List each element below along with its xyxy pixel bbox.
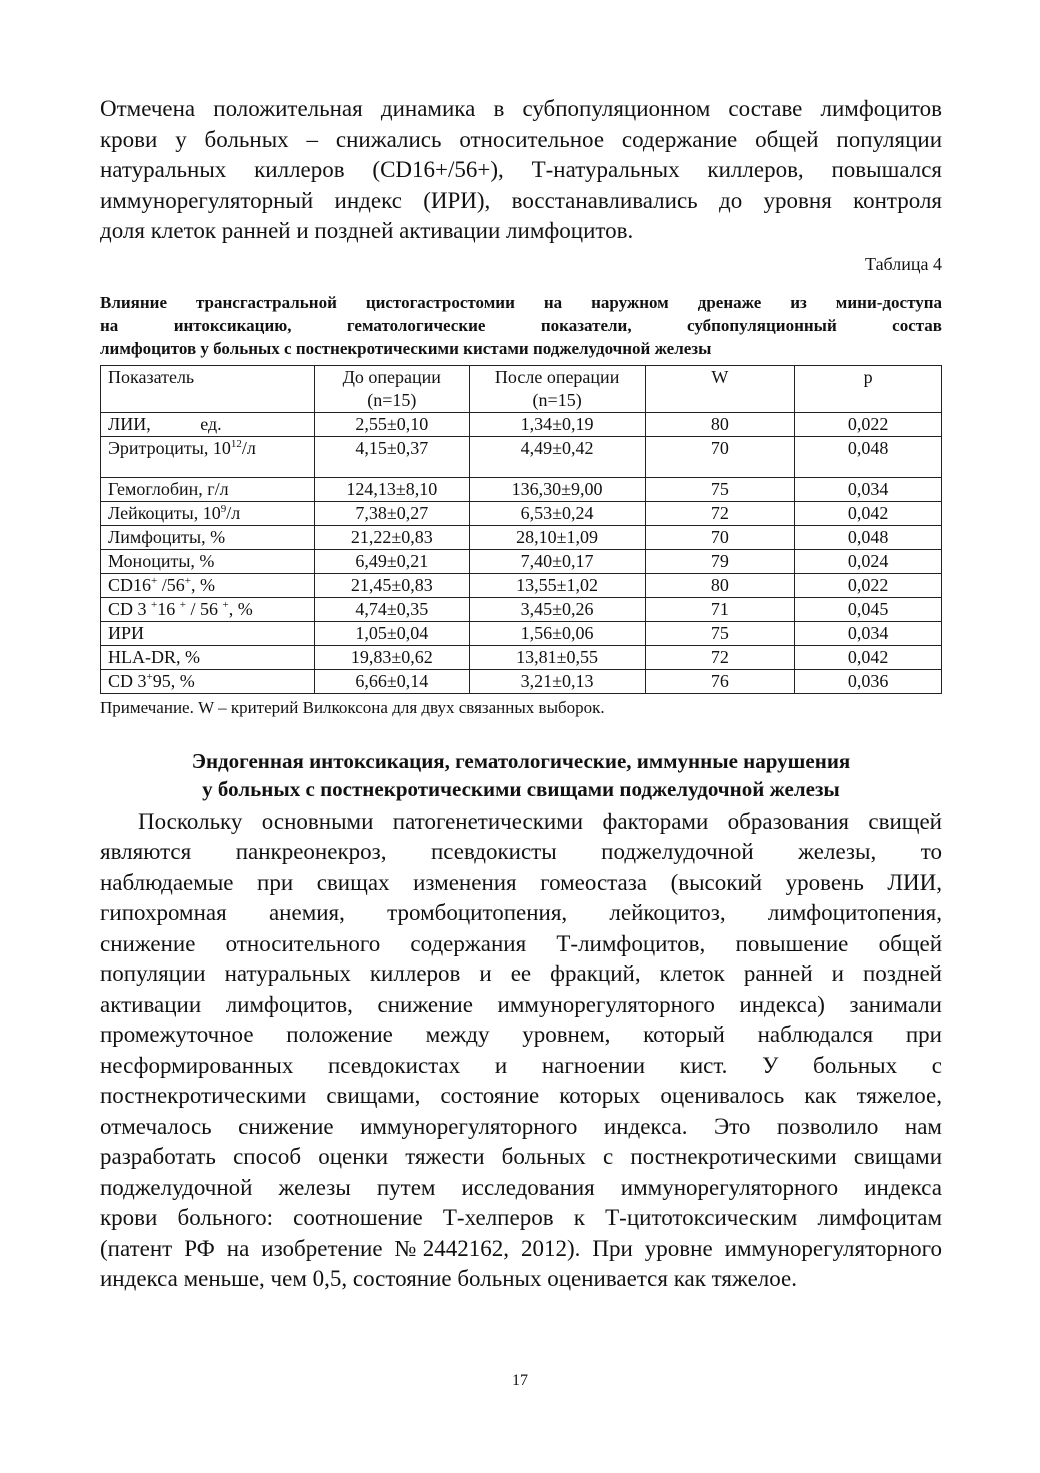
body-line: отмечалось снижение иммунорегуляторного индекса. Это позволило нам: [100, 1113, 942, 1139]
caption-line: Влияние трансгастральной цистогастростомии на наружном дренаже из мини-доступа: [100, 292, 942, 312]
cell-indicator: CD 3 +16 + / 56 +, %: [101, 597, 315, 621]
cell-p: 0,034: [795, 477, 942, 501]
cell-after: 3,45±0,26: [469, 597, 645, 621]
cell-before: 7,38±0,27: [314, 501, 469, 525]
cell-after: 13,81±0,55: [469, 645, 645, 669]
header-w: W: [645, 365, 795, 412]
body-line: (патент РФ на изобретение №2442162, 2012). При уровне иммунорегуляторного: [100, 1235, 942, 1261]
cell-indicator: CD16+ /56+, %: [101, 573, 315, 597]
cell-p: 0,042: [795, 645, 942, 669]
body-paragraph: [100, 807, 942, 1295]
cell-before: 6,49±0,21: [314, 549, 469, 573]
intro-paragraph: [100, 94, 942, 247]
heading-line: у больных с постнекротическими свищами поджелудочной железы: [202, 776, 840, 801]
page-number: 17: [512, 1372, 528, 1389]
cell-before: 4,15±0,37: [314, 436, 469, 477]
body-line: наблюдаемые при свищах изменения гомеостаза (высокий уровень ЛИИ,: [100, 869, 942, 895]
cell-indicator: Моноциты, %: [101, 549, 315, 573]
body-line: крови больного: соотношение Т-хелперов к Т-цитотоксическим лимфоцитам: [100, 1205, 942, 1230]
table-row: [101, 669, 942, 693]
body-line: разработать способ оценки тяжести больных с постнекротическими свищами: [100, 1144, 942, 1169]
cell-p: 0,048: [795, 436, 942, 477]
body-line: постнекротическими свищами, состояние которых оценивалось как тяжелое,: [100, 1083, 942, 1108]
cell-w: 76: [645, 669, 795, 693]
caption-line: лимфоцитов у больных с постнекротическими кистами поджелудочной железы: [100, 338, 712, 358]
cell-indicator: Гемоглобин, г/л: [101, 477, 315, 501]
cell-w: 70: [645, 525, 795, 549]
cell-before: 6,66±0,14: [314, 669, 469, 693]
table-row: [101, 645, 942, 669]
caption-line: на интоксикацию, гематологические показатели, субпопуляционный состав: [100, 315, 942, 335]
cell-after: 1,34±0,19: [469, 412, 645, 436]
table-row: [101, 573, 942, 597]
intro-line: натуральных киллеров (CD16+/56+), Т-натуральных киллеров, повышался: [100, 157, 942, 182]
cell-before: 2,55±0,10: [314, 412, 469, 436]
table-row: [101, 477, 942, 501]
cell-after: 7,40±0,17: [469, 549, 645, 573]
cell-before: 124,13±8,10: [314, 477, 469, 501]
intro-line: доля клеток ранней и поздней активации лимфоцитов.: [100, 218, 634, 243]
cell-indicator: Лейкоциты, $10^9/л$: [101, 501, 315, 525]
body-line: активации лимфоцитов, снижение иммунорегуляторного индекса) занимали: [100, 991, 942, 1017]
table-row: [101, 621, 942, 645]
cell-before: 1,05±0,04: [314, 621, 469, 645]
cell-before: 21,22±0,83: [314, 525, 469, 549]
cell-w: 75: [645, 477, 795, 501]
cell-p: 0,024: [795, 549, 942, 573]
cell-after: 13,55±1,02: [469, 573, 645, 597]
header-after: После операции (n=15): [469, 365, 645, 412]
cell-after: 4,49±0,42: [469, 436, 645, 477]
body-line: промежуточное положение между уровнем, который наблюдался при: [100, 1022, 942, 1047]
body-line: популяции натуральных киллеров и ее фракций, клеток ранней и поздней: [100, 961, 942, 986]
cell-before: 21,45±0,83: [314, 573, 469, 597]
intro-line: Отмечена положительная динамика в субпопуляционном составе лимфоцитов: [100, 96, 942, 121]
page-content: [100, 94, 942, 1295]
cell-w: 79: [645, 549, 795, 573]
table-row: [101, 412, 942, 436]
cell-after: 28,10±1,09: [469, 525, 645, 549]
cell-after: 3,21±0,13: [469, 669, 645, 693]
cell-after: 6,53±0,24: [469, 501, 645, 525]
cell-p: 0,042: [795, 501, 942, 525]
body-line: снижение относительного содержания Т-лимфоцитов, повышение общей: [100, 930, 942, 956]
cell-w: 80: [645, 412, 795, 436]
body-line: Поскольку основными патогенетическими факторами образования свищей: [138, 808, 942, 834]
table-row: [101, 597, 942, 621]
cell-p: 0,034: [795, 621, 942, 645]
cell-w: 75: [645, 621, 795, 645]
table-row: [101, 549, 942, 573]
body-line: являются панкреонекроз, псевдокисты поджелудочной железы, то: [100, 839, 942, 864]
table-row: [101, 436, 942, 477]
header-indicator: Показатель: [101, 365, 315, 412]
cell-p: 0,022: [795, 412, 942, 436]
intro-line: иммунорегуляторный индекс (ИРИ), восстанавливались до уровня контроля: [100, 187, 942, 213]
cell-w: 72: [645, 501, 795, 525]
cell-p: 0,022: [795, 573, 942, 597]
cell-before: 19,83±0,62: [314, 645, 469, 669]
cell-w: 80: [645, 573, 795, 597]
cell-after: 1,56±0,06: [469, 621, 645, 645]
cell-p: 0,048: [795, 525, 942, 549]
table-header-row: [101, 365, 942, 412]
cell-before: 4,74±0,35: [314, 597, 469, 621]
cell-indicator: CD 3+95, %: [101, 669, 315, 693]
table-row: [101, 501, 942, 525]
table-number: Таблица 4: [865, 253, 942, 274]
header-before: До операции (n=15): [314, 365, 469, 412]
body-line: поджелудочной железы путем исследования иммунорегуляторного индекса: [100, 1174, 942, 1200]
cell-p: 0,036: [795, 669, 942, 693]
table-row: [101, 525, 942, 549]
cell-indicator: Эритроциты, $10^{12}/л$: [101, 436, 315, 477]
body-line: несформированных псевдокистах и нагноении кист. У больных с: [100, 1052, 942, 1078]
cell-w: 71: [645, 597, 795, 621]
cell-w: 72: [645, 645, 795, 669]
body-line: гипохромная анемия, тромбоцитопения, лейкоцитоз, лимфоцитопения,: [100, 900, 942, 925]
cell-indicator: HLA-DR, %: [101, 645, 315, 669]
heading-line: Эндогенная интоксикация, гематологические, иммунные нарушения: [191, 748, 851, 773]
results-table: [100, 365, 942, 694]
table-note: Примечание. W – критерий Вилкоксона для двух связанных выборок.: [100, 697, 605, 717]
cell-indicator: Лимфоциты, %: [101, 525, 315, 549]
cell-indicator: ЛИИ, ед.: [101, 412, 315, 436]
intro-line: крови у больных – снижались относительное содержание общей популяции: [100, 126, 942, 152]
table-caption: [100, 291, 942, 360]
cell-indicator: ИРИ: [101, 621, 315, 645]
cell-w: 70: [645, 436, 795, 477]
header-p: p: [795, 365, 942, 412]
cell-after: 136,30±9,00: [469, 477, 645, 501]
cell-p: 0,045: [795, 597, 942, 621]
body-line: индекса меньше, чем 0,5, состояние больных оценивается как тяжелое.: [100, 1266, 797, 1291]
section-heading: [100, 747, 942, 803]
